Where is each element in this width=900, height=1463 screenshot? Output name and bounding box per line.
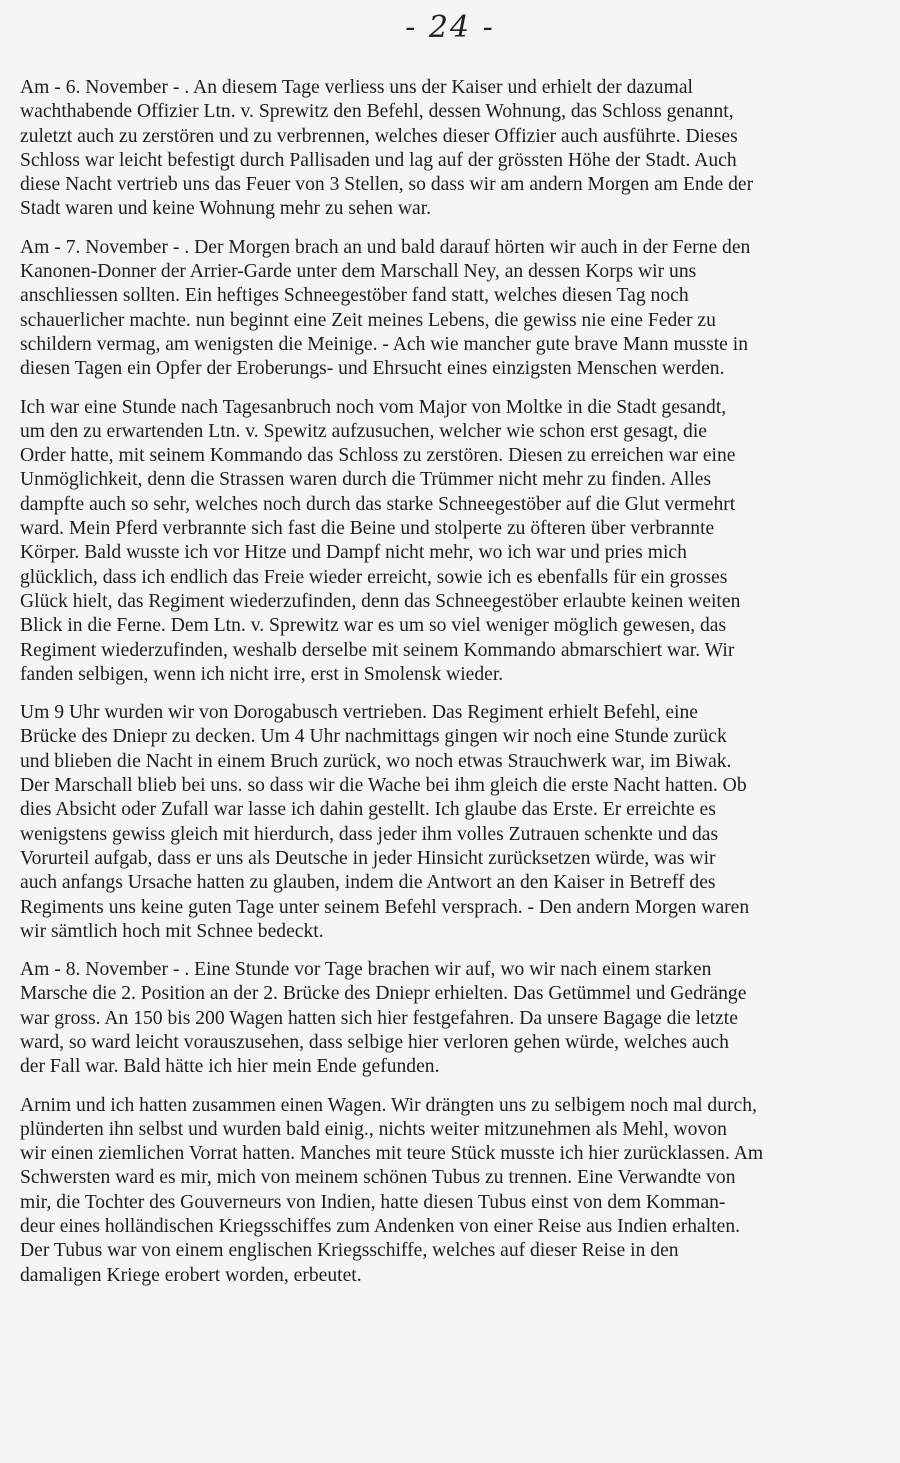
text-line: Der Tubus war von einem englischen Kriegsschiffe, welches auf dieser Reise in den <box>20 1240 679 1262</box>
text-line: ward. Mein Pferd verbrannte sich fast die Beine und stolperte zu öfteren über verbrannte <box>20 518 715 540</box>
text-line: wachthabende Offizier Ltn. v. Sprewitz den Befehl, dessen Wohnung, das Schloss genannt, <box>20 101 734 123</box>
text-line: Unmöglichkeit, denn die Strassen waren durch die Trümmer nicht mehr zu finden. Alles <box>20 469 712 491</box>
text-line: fanden selbigen, wenn ich nicht irre, erst in Smolensk wieder. <box>20 663 504 685</box>
text-line: Am - 7. November - . Der Morgen brach an und bald darauf hörten wir auch in der Ferne den <box>20 236 751 258</box>
paragraph <box>20 1094 888 1288</box>
text-line: ward, so ward leicht vorauszusehen, dass selbige hier verloren gehen würde, welches auch <box>20 1031 729 1053</box>
text-line: Um 9 Uhr wurden wir von Dorogabusch vertrieben. Das Regiment erhielt Befehl, eine <box>20 702 698 724</box>
text-line: Ich war eine Stunde nach Tagesanbruch noch vom Major von Moltke in die Stadt gesandt, <box>20 396 727 418</box>
text-line: der Fall war. Bald hätte ich hier mein Ende gefunden. <box>20 1056 440 1078</box>
text-line: auch anfangs Ursache hatten zu glauben, indem die Antwort an den Kaiser in Betreff des <box>20 872 716 894</box>
text-line: Blick in die Ferne. Dem Ltn. v. Sprewitz war es um so viel weniger möglich gewesen, das <box>20 615 727 637</box>
text-line: und blieben die Nacht in einem Bruch zurück, wo noch etwas Strauchwerk war, im Biwak. <box>20 750 732 772</box>
text-line: zuletzt auch zu zerstören und zu verbrennen, welches dieser Offizier auch ausführte. Dieses <box>20 125 738 147</box>
text-line: war gross. An 150 bis 200 Wagen hatten sich hier festgefahren. Da unsere Bagage die letzte <box>20 1007 738 1029</box>
body-text <box>20 76 888 1302</box>
text-line: schildern vermag, am wenigsten die Meinige. - Ach wie mancher gute brave Mann musste in <box>20 333 749 355</box>
text-line: wenigstens gewiss gleich mit hierdurch, dass jeder ihm volles Zutrauen schenkte und das <box>20 823 719 845</box>
text-line: Stadt waren und keine Wohnung mehr zu sehen war. <box>20 198 432 220</box>
text-line: Marsche die 2. Position an der 2. Brücke des Dniepr erhielten. Das Getümmel und Gedränge <box>20 983 747 1005</box>
paragraph <box>20 958 888 1079</box>
text-line: diese Nacht vertrieb uns das Feuer von 3 Stellen, so dass wir am andern Morgen am Ende der <box>20 174 754 196</box>
text-line: wir sämtlich hoch mit Schnee bedeckt. <box>20 920 324 942</box>
text-line: dies Absicht oder Zufall war lasse ich dahin gestellt. Ich glaube das Erste. Er erreichte es <box>20 799 716 821</box>
text-line: mir, die Tochter des Gouverneurs von Indien, hatte diesen Tubus einst von dem Komman- <box>20 1191 726 1213</box>
paragraph <box>20 236 888 382</box>
text-line: Kanonen-Donner der Arrier-Garde unter dem Marschall Ney, an dessen Korps wir uns <box>20 261 697 283</box>
text-line: Am - 6. November - . An diesem Tage verliess uns der Kaiser und erhielt der dazumal <box>20 77 693 98</box>
text-line: damaligen Kriege erobert worden, erbeutet. <box>20 1264 362 1286</box>
text-line: Brücke des Dniepr zu decken. Um 4 Uhr nachmittags gingen wir noch eine Stunde zurück <box>20 726 727 748</box>
text-line: dampfte auch so sehr, welches noch durch das starke Schneegestöber auf die Glut vermehrt <box>20 493 736 515</box>
text-line: diesen Tagen ein Opfer der Eroberungs- und Ehrsucht eines einzigsten Menschen werden. <box>20 358 725 380</box>
text-line: Vorurteil aufgab, dass er uns als Deutsche in jeder Hinsicht zurücksetzen würde, was wir <box>20 847 716 869</box>
text-line: Regiment wiederzufinden, weshalb derselbe mit seinem Kommando abmarschiert war. Wir <box>20 639 735 661</box>
text-line: Order hatte, mit seinem Kommando das Schloss zu zerstören. Diesen zu erreichen war eine <box>20 445 736 467</box>
paragraph <box>20 396 888 688</box>
paragraph <box>20 701 888 944</box>
text-line: Schwersten ward es mir, mich von meinem schönen Tubus zu trennen. Eine Verwandte von <box>20 1167 736 1189</box>
text-line: Glück hielt, das Regiment wiederzufinden, denn das Schneegestöber erlaubte keinen weiten <box>20 590 741 612</box>
page-number: - 24 - <box>405 10 495 45</box>
text-line: Schloss war leicht befestigt durch Pallisaden und lag auf der grössten Höhe der Stadt. Auch <box>20 149 737 171</box>
text-line: glücklich, dass ich endlich das Freie wieder erreicht, sowie ich es ebenfalls für ein grosses <box>20 566 728 588</box>
text-line: plünderten ihn selbst und wurden bald einig., nichts weiter mitzunehmen als Mehl, wovon <box>20 1118 727 1140</box>
text-line: Körper. Bald wusste ich vor Hitze und Dampf nicht mehr, wo ich war und pries mich <box>20 542 687 564</box>
paragraph <box>20 76 888 222</box>
text-line: Regiments uns keine guten Tage unter seinem Befehl versprach. - Den andern Morgen waren <box>20 896 750 918</box>
text-line: Am - 8. November - . Eine Stunde vor Tage brachen wir auf, wo wir nach einem starken <box>20 959 712 981</box>
text-line: Arnim und ich hatten zusammen einen Wagen. Wir drängten uns zu selbigem noch mal durch, <box>20 1094 757 1116</box>
text-line: um den zu erwartenden Ltn. v. Spewitz aufzusuchen, welcher wie schon erst gesagt, die <box>20 420 707 442</box>
text-line: schauerlicher machte. nun beginnt eine Zeit meines Lebens, die gewiss nie eine Feder zu <box>20 309 716 331</box>
text-line: wir einen ziemlichen Vorrat hatten. Manches mit teure Stück musste ich hier zurücklassen. Am <box>20 1143 764 1165</box>
text-line: Der Marschall blieb bei uns. so dass wir die Wache bei ihm gleich die erste Nacht hatten. Ob <box>20 775 747 797</box>
text-line: anschliessen sollten. Ein heftiges Schneegestöber fand statt, welches diesen Tag noch <box>20 285 689 307</box>
text-line: deur eines holländischen Kriegsschiffes zum Andenken von einer Reise aus Indien erhalten. <box>20 1216 741 1238</box>
